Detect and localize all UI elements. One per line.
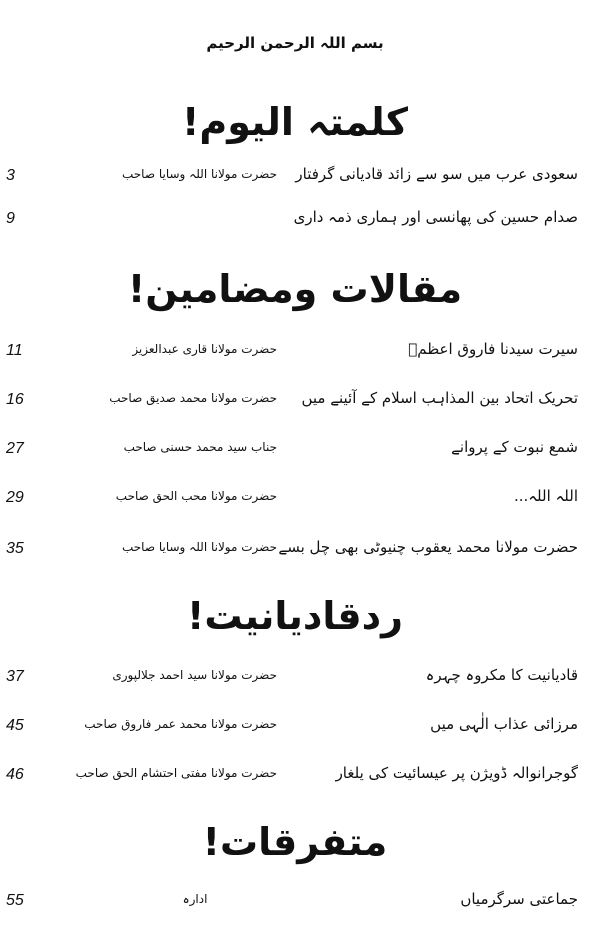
page-number: 37 <box>6 668 24 685</box>
entry-author: حضرت مولانا سید احمد جلالپوری <box>112 668 277 682</box>
entry-title: تحریک اتحاد بین المذاہب اسلام کے آئینے میں <box>301 389 578 407</box>
section-title-mutafarriqat: متفرقات! <box>202 820 388 864</box>
toc-entry[interactable] <box>0 206 590 236</box>
entry-author: حضرت مولانا محب الحق صاحب <box>115 489 277 503</box>
entry-author: حضرت مولانا مفتی احتشام الحق صاحب <box>75 766 277 780</box>
entry-title: صدام حسین کی پھانسی اور ہماری ذمہ داری <box>293 208 578 226</box>
entry-title: سعودی عرب میں سو سے زائد قادیانی گرفتار <box>295 165 578 183</box>
page-number: 27 <box>6 440 24 457</box>
toc-entry[interactable] <box>0 713 590 743</box>
entry-author: حضرت مولانا محمد صدیق صاحب <box>109 391 277 405</box>
page-number: 46 <box>6 766 24 783</box>
toc-entry[interactable] <box>0 338 590 368</box>
entry-title: مرزائی عذاب الٰہی میں <box>430 715 578 733</box>
page-number: 45 <box>6 717 24 734</box>
entry-author: حضرت مولانا محمد عمر فاروق صاحب <box>84 717 277 731</box>
entry-title: اللہ اللہ... <box>513 487 578 505</box>
toc-entry[interactable] <box>0 436 590 466</box>
section-title-kalimat-ul-yaum: کلمتہ الیوم! <box>182 100 408 144</box>
entry-title: حضرت مولانا محمد یعقوب چنیوٹی بھی چل بسے <box>278 538 578 556</box>
toc-entry[interactable] <box>0 888 590 918</box>
section-title-maqalat: مقالات ومضامین! <box>127 267 463 311</box>
page-number: 55 <box>6 892 24 909</box>
page-number: 16 <box>6 391 24 408</box>
entry-author: حضرت مولانا اللہ وسایا صاحب <box>121 540 277 554</box>
page-number: 9 <box>6 210 15 227</box>
toc-entry[interactable] <box>0 664 590 694</box>
section-title-radd-e-qadianiyat: ردقادیانیت! <box>187 594 403 638</box>
page-number: 11 <box>6 342 23 359</box>
page-number: 35 <box>6 540 24 557</box>
page-number: 3 <box>6 167 15 184</box>
entry-author: حضرت مولانا اللہ وسایا صاحب <box>121 167 277 181</box>
entry-author: حضرت مولانا قاری عبدالعزیز <box>132 342 277 356</box>
entry-title: گوجرانوالہ ڈویژن پر عیسائیت کی یلغار <box>335 764 578 782</box>
entry-title: سیرت سیدنا فاروق اعظمؓ <box>408 340 578 358</box>
bismillah-header: بسم اللہ الرحمن الرحیم <box>206 34 384 52</box>
toc-entry[interactable] <box>0 163 590 193</box>
page-number: 29 <box>6 489 24 506</box>
toc-entry[interactable] <box>0 387 590 417</box>
entry-author: جناب سید محمد حسنی صاحب <box>123 440 277 454</box>
entry-title: جماعتی سرگرمیاں <box>460 890 578 908</box>
entry-title: قادیانیت کا مکروہ چہرہ <box>425 666 578 684</box>
entry-author: ادارہ <box>182 892 208 906</box>
toc-entry[interactable] <box>0 762 590 792</box>
toc-entry[interactable] <box>0 485 590 515</box>
entry-title: شمع نبوت کے پروانے <box>451 438 578 456</box>
toc-entry[interactable] <box>0 536 590 566</box>
